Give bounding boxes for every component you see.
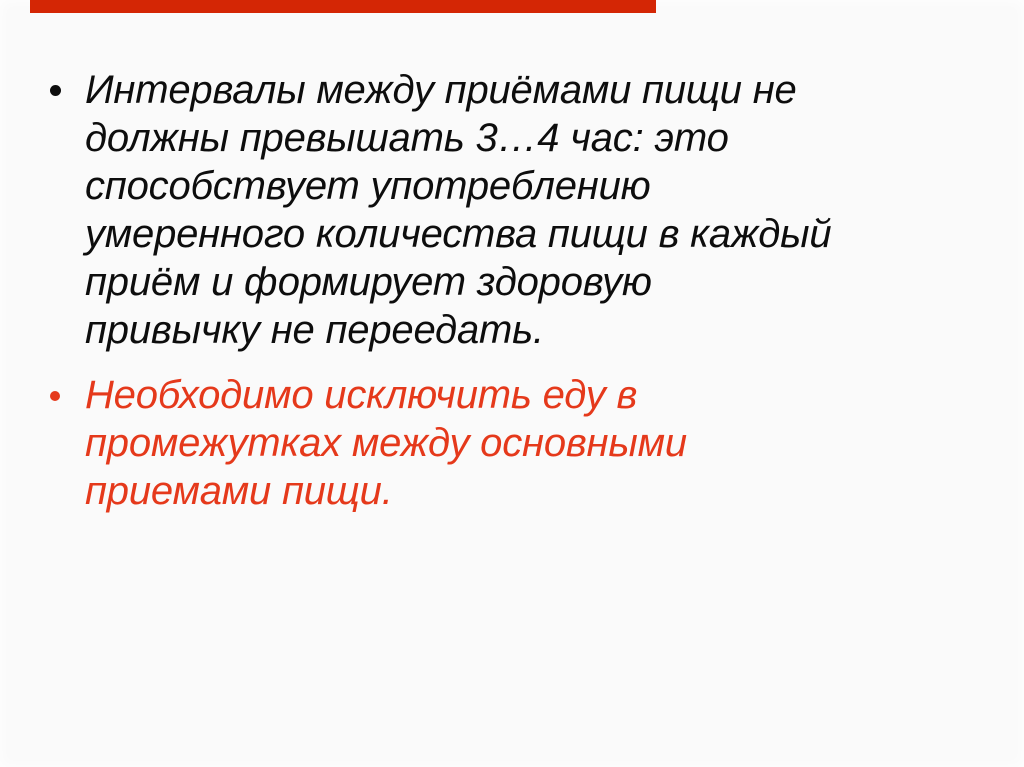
bullet-line: должны превышать 3…4 час: это: [85, 116, 729, 160]
bullet-line: приём и формирует здоровую: [85, 260, 652, 304]
bullet-line: умеренного количества пищи в каждый: [85, 212, 832, 256]
bullet-line: привычку не переедать.: [85, 308, 544, 352]
bullet-line: способствует употреблению: [85, 164, 651, 208]
bullet-line: Необходимо исключить еду в: [85, 373, 638, 417]
bullet-dot: [50, 85, 61, 96]
bullet-item-1: [0, 66, 1024, 354]
bullet-line: промежутках между основными: [85, 421, 687, 465]
bullet-line: Интервалы между приёмами пищи не: [85, 68, 797, 112]
bullet-dot: [50, 391, 60, 401]
bullet-text-2: [85, 371, 1024, 515]
bullet-text-1: [85, 66, 1024, 354]
bullet-list: [0, 66, 1024, 515]
bullet-line: приемами пищи.: [85, 469, 393, 513]
top-accent-bar: [30, 0, 656, 13]
bullet-item-2: [0, 371, 1024, 515]
